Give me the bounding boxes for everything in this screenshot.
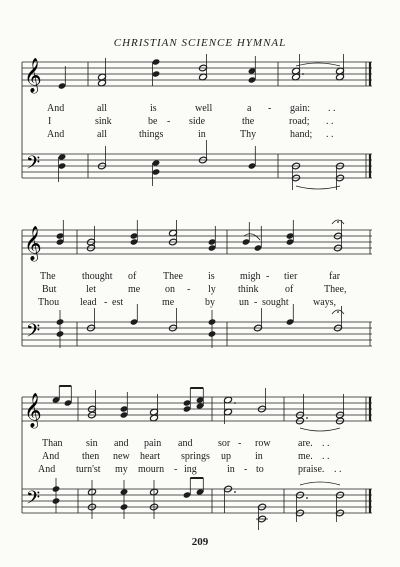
notes-system-2-bass xyxy=(56,304,344,348)
lyric: things xyxy=(139,129,164,140)
bass-staff xyxy=(22,154,372,178)
notes-system-1-bass xyxy=(58,140,345,190)
lyric: and xyxy=(114,438,129,449)
lyric: Thee xyxy=(163,271,183,282)
lyric: then xyxy=(82,451,100,462)
lyric: on xyxy=(165,284,175,295)
lyric: sink xyxy=(95,116,112,127)
lyrics-system-1 xyxy=(47,103,336,140)
lyric: . . xyxy=(334,464,342,475)
lyric: . . xyxy=(322,438,330,449)
lyric: all xyxy=(97,129,107,140)
lyric: of xyxy=(285,284,294,295)
lyric: mourn xyxy=(138,464,165,475)
lyrics-system-2 xyxy=(38,271,347,308)
lyric: turn'st xyxy=(76,464,101,475)
lyric: be xyxy=(148,116,158,127)
notes-system-3-treble xyxy=(52,386,345,431)
lyric: heart xyxy=(140,451,160,462)
lyric: - xyxy=(266,271,270,282)
lyric: is xyxy=(150,103,157,114)
bass-clef-icon: 𝄢 xyxy=(26,153,41,178)
lyric: well xyxy=(195,103,213,114)
lyric: Thou xyxy=(38,297,60,308)
lyric: are. xyxy=(298,438,313,449)
treble-clef-icon: 𝄞 xyxy=(24,226,42,261)
lyrics-system-3 xyxy=(38,438,342,475)
lyric: sor xyxy=(218,438,231,449)
lyric: - xyxy=(104,297,108,308)
lyric: up xyxy=(221,451,231,462)
lyric: is xyxy=(208,271,215,282)
lyric: road; xyxy=(289,116,310,127)
bass-clef-icon: 𝄢 xyxy=(26,488,41,513)
lyric: in xyxy=(255,451,263,462)
lyric: . . xyxy=(326,116,334,127)
bass-clef-icon: 𝄢 xyxy=(26,321,41,346)
lyric: in xyxy=(198,129,206,140)
lyric: tier xyxy=(284,271,298,282)
lyric: and xyxy=(178,438,193,449)
lyric: me. xyxy=(298,451,313,462)
lyric: think xyxy=(238,284,259,295)
notes-system-1-treble xyxy=(58,54,345,90)
lyric: let xyxy=(86,284,96,295)
lyric: sought xyxy=(262,297,289,308)
lyric: Than xyxy=(42,438,63,449)
page-number: 209 xyxy=(191,536,209,548)
lyric: - xyxy=(174,464,178,475)
lyric: sin xyxy=(86,438,98,449)
lyric: far xyxy=(329,271,341,282)
lyric: to xyxy=(256,464,264,475)
lyric: migh xyxy=(240,271,261,282)
lyric: . . xyxy=(326,129,334,140)
lyric: - xyxy=(244,464,248,475)
lyric: And xyxy=(47,103,65,114)
treble-staff xyxy=(22,230,372,254)
lyric: ing xyxy=(184,464,197,475)
lyric: praise. xyxy=(298,464,325,475)
treble-clef-icon: 𝄞 xyxy=(24,58,42,93)
lyric: Thy xyxy=(240,129,257,140)
lyric: . . xyxy=(328,103,336,114)
lyric: ly xyxy=(208,284,216,295)
lyric: a xyxy=(247,103,252,114)
lyric: my xyxy=(115,464,128,475)
lyric: un xyxy=(239,297,249,308)
lyric: - xyxy=(167,116,171,127)
lyric: in xyxy=(227,464,235,475)
lyric: springs xyxy=(181,451,210,462)
lyric: - xyxy=(187,284,191,295)
lyric: pain xyxy=(144,438,162,449)
lyric: And xyxy=(38,464,56,475)
lyric: by xyxy=(205,297,215,308)
lyric: . . xyxy=(322,451,330,462)
bass-staff xyxy=(22,322,372,346)
lyric: But xyxy=(42,284,57,295)
lyric: hand; xyxy=(290,129,313,140)
lyric: thought xyxy=(82,271,113,282)
barlines xyxy=(22,230,370,346)
treble-clef-icon: 𝄞 xyxy=(24,393,42,428)
lyric: I xyxy=(48,116,52,127)
lyric: ways, xyxy=(313,297,337,308)
lyric: - xyxy=(268,103,272,114)
lyric: est xyxy=(112,297,124,308)
lyric: - xyxy=(238,438,242,449)
lyric: row xyxy=(255,438,271,449)
lyric: gain: xyxy=(290,103,310,114)
lyric: The xyxy=(40,271,56,282)
lyric: of xyxy=(128,271,137,282)
lyric: And xyxy=(47,129,65,140)
lyric: Thee, xyxy=(324,284,347,295)
lyric: side xyxy=(189,116,206,127)
lyric: the xyxy=(242,116,255,127)
page-header: CHRISTIAN SCIENCE HYMNAL xyxy=(113,37,287,49)
lyric: And xyxy=(42,451,60,462)
system-2 xyxy=(22,230,372,346)
treble-staff xyxy=(22,62,372,86)
notes-system-3-bass xyxy=(52,478,345,530)
lyric: me xyxy=(162,297,175,308)
lyric: - xyxy=(254,297,258,308)
lyric: all xyxy=(97,103,107,114)
lyric: me xyxy=(128,284,141,295)
lyric: lead xyxy=(80,297,97,308)
lyric: new xyxy=(113,451,130,462)
